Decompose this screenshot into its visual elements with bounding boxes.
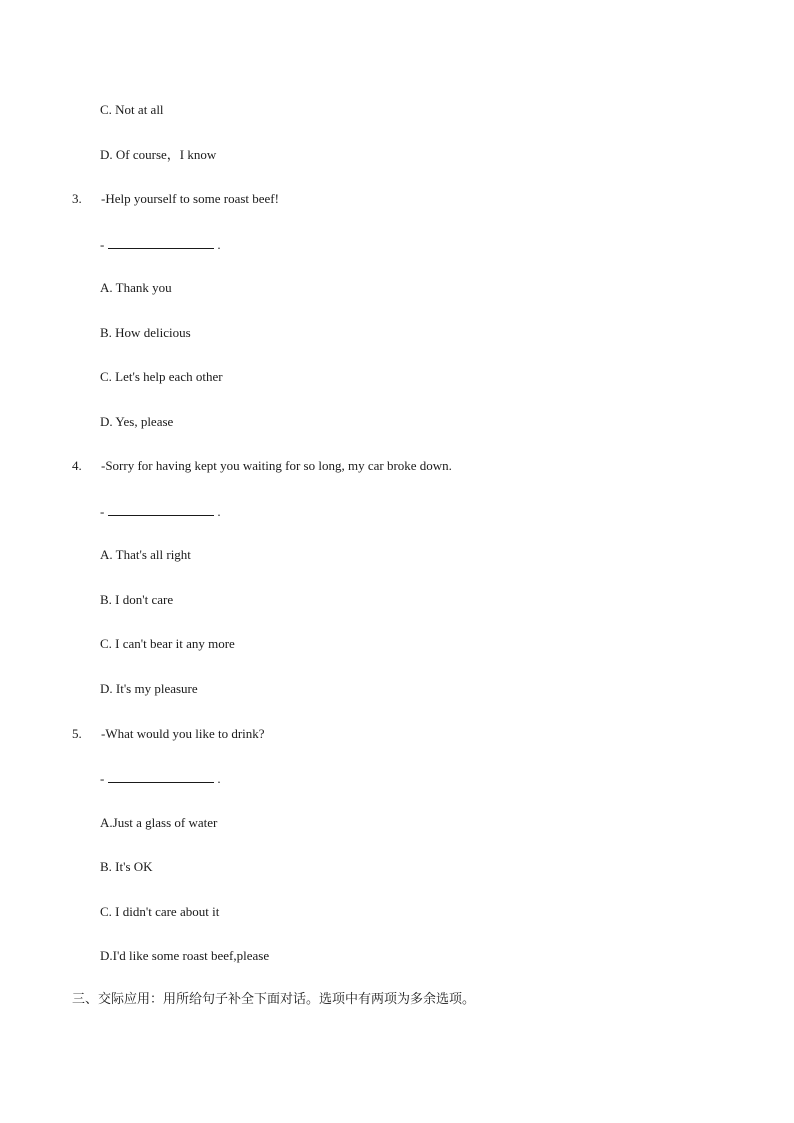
- q3-blank-prefix: -: [100, 237, 105, 252]
- q3-option-a: A. Thank you: [100, 280, 172, 295]
- q4-option-d: D. It's my pleasure: [100, 681, 198, 696]
- q5-option-b: B. It's OK: [100, 859, 153, 874]
- q3-blank-suffix: .: [217, 237, 221, 252]
- q3-answer-blank: [100, 236, 221, 252]
- q5-answer-blank: [100, 770, 221, 786]
- q3-number: 3.: [72, 191, 82, 206]
- q3-blank-underline: [108, 236, 214, 249]
- q4-blank-suffix: .: [217, 504, 221, 519]
- q5-stem: -What would you like to drink?: [101, 726, 265, 741]
- q3-stem: -Help yourself to some roast beef!: [101, 191, 279, 206]
- q4-blank-underline: [108, 503, 214, 516]
- q5-blank-prefix: -: [100, 771, 105, 786]
- q4-answer-blank: [100, 503, 221, 519]
- q2-option-c: C. Not at all: [100, 102, 164, 117]
- q5-option-a: A.Just a glass of water: [100, 815, 218, 830]
- q4-stem: -Sorry for having kept you waiting for so long, my car broke down.: [101, 458, 452, 473]
- q4-option-a: A. That's all right: [100, 547, 191, 562]
- q3-option-c: C. Let's help each other: [100, 369, 223, 384]
- q5-option-c: C. I didn't care about it: [100, 904, 220, 919]
- section-3-heading: 三、交际应用：用所给句子补全下面对话。选项中有两项为多余选项。: [72, 992, 476, 1007]
- q5-blank-suffix: .: [217, 771, 221, 786]
- q2-option-d: D. Of course，I know: [100, 147, 217, 162]
- q3-option-d: D. Yes, please: [100, 414, 174, 429]
- q5-option-d: D.I'd like some roast beef,please: [100, 948, 270, 963]
- q4-blank-prefix: -: [100, 504, 105, 519]
- q4-option-b: B. I don't care: [100, 592, 174, 607]
- q4-option-c: C. I can't bear it any more: [100, 636, 235, 651]
- q3-option-b: B. How delicious: [100, 325, 191, 340]
- q5-blank-underline: [108, 770, 214, 783]
- q4-number: 4.: [72, 458, 82, 473]
- q5-number: 5.: [72, 726, 82, 741]
